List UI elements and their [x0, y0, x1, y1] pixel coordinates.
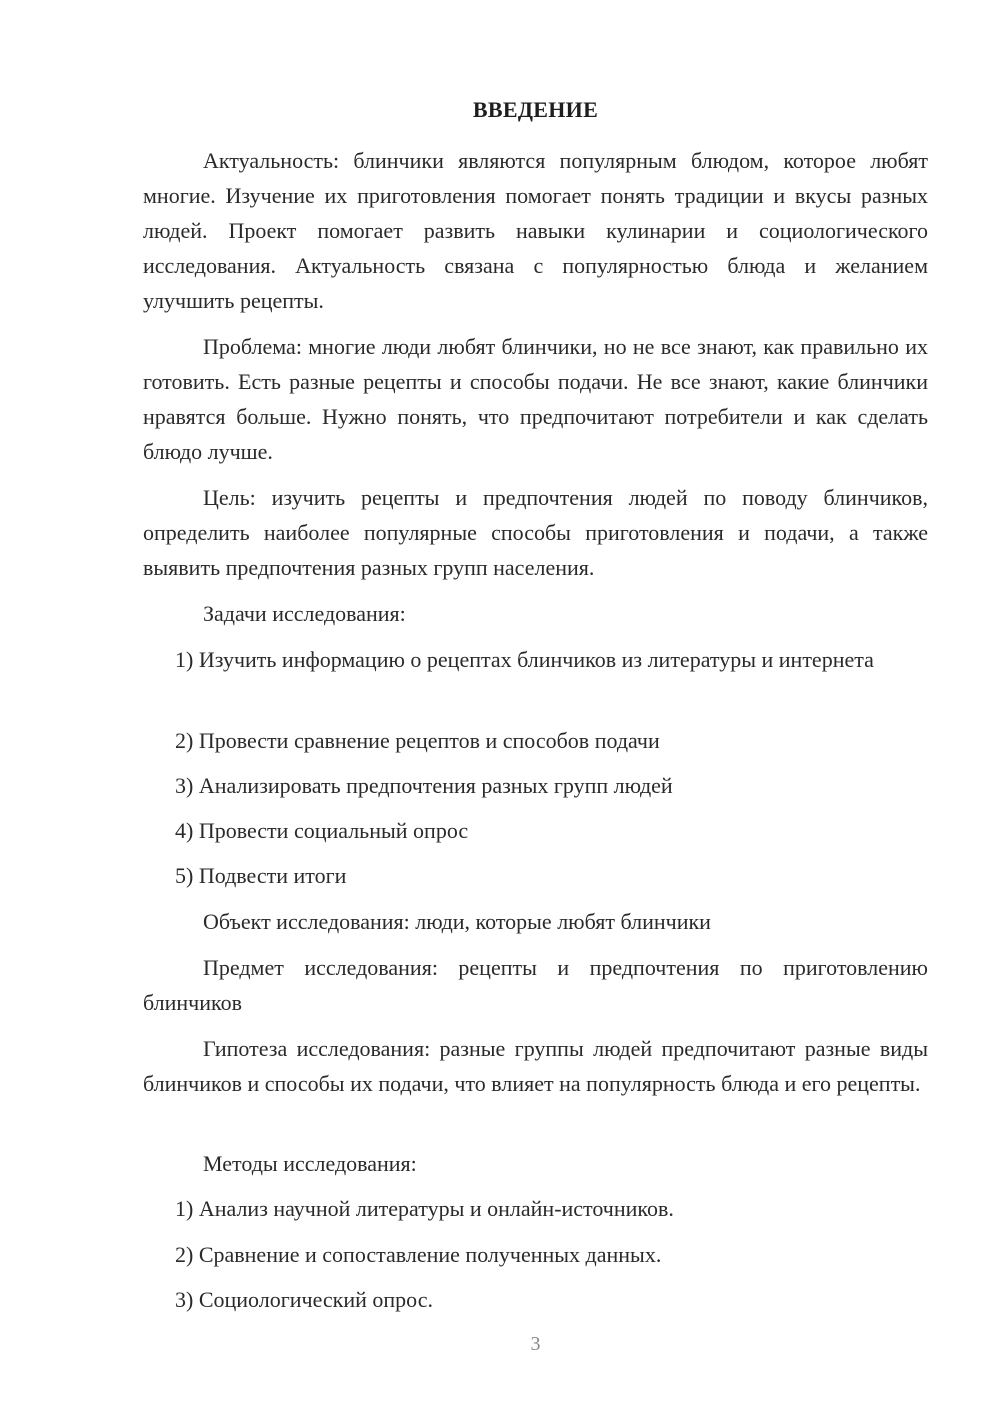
- task-item: 5) Подвести итоги: [175, 863, 347, 888]
- hypothesis-paragraph: Гипотеза исследования: разные группы людей предпочитают разные виды блинчиков и способы их подачи, что влияет на популярность блюда и его рецепты.: [143, 1036, 928, 1096]
- tasks-heading: Задачи исследования:: [203, 601, 406, 626]
- section-title: ВВЕДЕНИЕ: [472, 97, 599, 122]
- goal-paragraph: Цель: изучить рецепты и предпочтения людей по поводу блинчиков, определить наиболее популярные способы приготовления и подачи, а также выявить предпочтения разных групп населения.: [143, 485, 928, 580]
- task-item: 2) Провести сравнение рецептов и способов подачи: [175, 728, 660, 753]
- relevance-paragraph: Актуальность: блинчики являются популярным блюдом, которое любят многие. Изучение их приготовления помогает понять традиции и вкусы разных людей. Проект помогает развить навыки кулинарии и социологического исследования. Актуальность связана с популярностью блюда и желанием улучшить рецепты.: [143, 148, 928, 313]
- method-item: 1) Анализ научной литературы и онлайн-источников.: [175, 1196, 674, 1221]
- task-item: 4) Провести социальный опрос: [175, 818, 469, 843]
- object-paragraph: Объект исследования: люди, которые любят блинчики: [203, 909, 711, 934]
- problem-paragraph: Проблема: многие люди любят блинчики, но не все знают, как правильно их готовить. Есть разные рецепты и способы подачи. Не все знают, какие блинчики нравятся больше. Нужно понять, что предпочитают потребители и как сделать блюдо лучше.: [143, 334, 928, 464]
- task-item: 1) Изучить информацию о рецептах блинчиков из литературы и интернета: [175, 647, 874, 672]
- page-number: 3: [530, 1333, 541, 1355]
- methods-heading: Методы исследования:: [203, 1151, 417, 1176]
- subject-paragraph: Предмет исследования: рецепты и предпочтения по приготовлению блинчиков: [143, 955, 928, 1015]
- method-item: 2) Сравнение и сопоставление полученных данных.: [175, 1242, 662, 1267]
- task-item: 3) Анализировать предпочтения разных групп людей: [175, 773, 673, 798]
- method-item: 3) Социологический опрос.: [175, 1287, 433, 1312]
- document-page: [143, 0, 928, 1414]
